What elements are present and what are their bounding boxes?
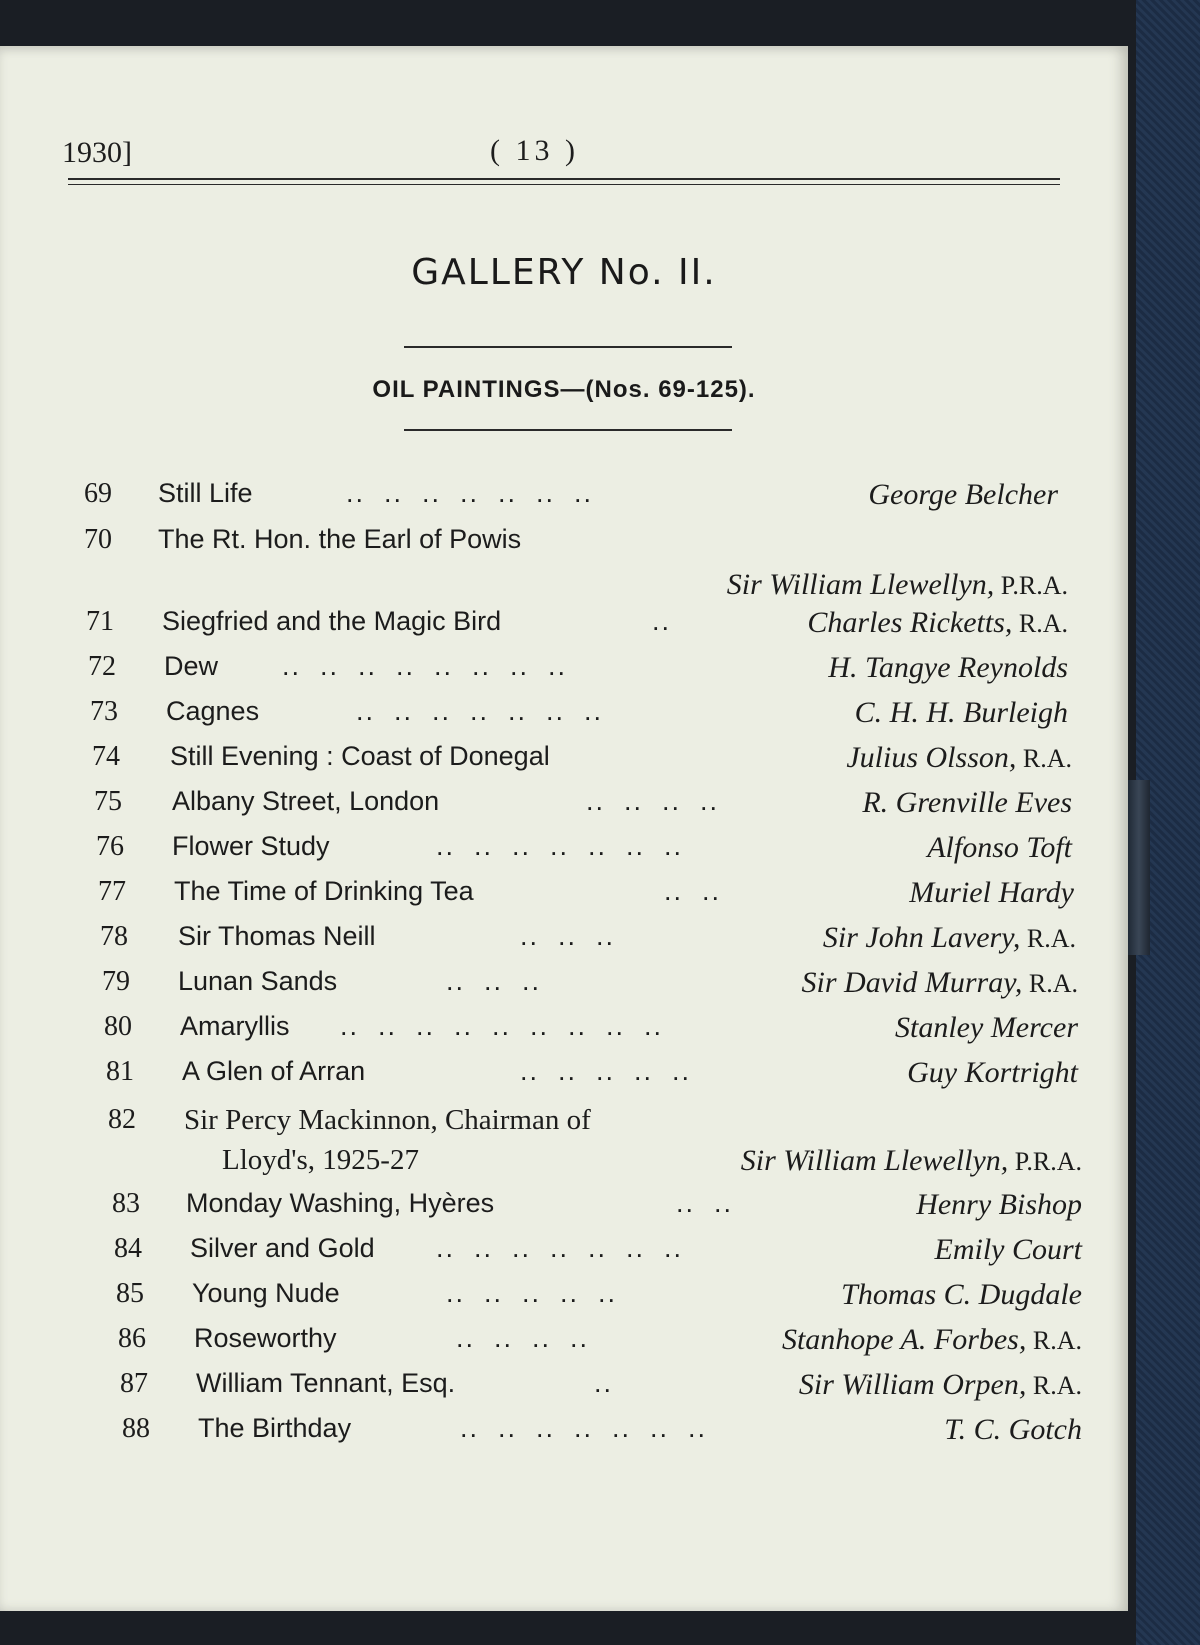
entry-number: 82 (108, 1104, 136, 1135)
entry-title: William Tennant, Esq. (196, 1368, 456, 1398)
entry-number: 71 (86, 606, 114, 637)
leader-dots: .. .. .. .. .. .. .. (356, 696, 604, 726)
entry-number: 69 (84, 478, 112, 509)
book-page (0, 46, 1128, 1611)
entry-title: Sir Thomas Neill (178, 921, 376, 951)
entry-number: 78 (100, 921, 128, 952)
leader-dots: .. .. (664, 876, 722, 906)
entry-number: 86 (118, 1323, 146, 1354)
entry-artist: Charles Ricketts, R.A. (807, 606, 1068, 639)
entry-number: 73 (90, 696, 118, 727)
catalog-entry (0, 786, 1128, 830)
entry-number: 81 (106, 1056, 134, 1087)
leader-dots: .. .. .. .. .. .. .. (346, 478, 594, 508)
entry-honor: P.R.A. (1008, 1147, 1082, 1176)
entry-honor: P.R.A. (994, 571, 1068, 600)
entry-title: Flower Study (172, 831, 330, 861)
header-rule-lower (68, 184, 1060, 185)
entry-number: 84 (114, 1233, 142, 1264)
entry-artist: Muriel Hardy (909, 876, 1074, 909)
entry-artist: George Belcher (868, 478, 1058, 511)
entry-artist: Stanley Mercer (895, 1011, 1078, 1044)
entry-artist: Sir William Orpen, R.A. (798, 1368, 1082, 1401)
entry-number: 75 (94, 786, 122, 817)
entry-honor: R.A. (1026, 1371, 1082, 1400)
entry-artist: Thomas C. Dugdale (841, 1278, 1082, 1311)
entry-number: 76 (96, 831, 124, 862)
catalog-entry (0, 1011, 1128, 1055)
catalog-entry (0, 1188, 1128, 1232)
entry-title: Sir Percy Mackinnon, Chairman of (184, 1104, 591, 1136)
leader-dots: .. .. (676, 1188, 734, 1218)
catalog-entry (0, 831, 1128, 875)
section-rule-bottom (404, 429, 732, 431)
header-rule (68, 178, 1060, 180)
entry-artist: C. H. H. Burleigh (854, 696, 1068, 729)
entry-artist: Stanhope A. Forbes, R.A. (781, 1323, 1082, 1356)
entry-title: Siegfried and the Magic Bird (162, 606, 502, 636)
entry-artist: Alfonso Toft (927, 831, 1072, 864)
catalog-entry (0, 966, 1128, 1010)
catalog-entry (0, 478, 1128, 522)
entry-title: Monday Washing, Hyères (186, 1188, 495, 1218)
entry-title: Lunan Sands (178, 966, 338, 996)
gallery-title: GALLERY No. II. (411, 252, 717, 293)
leader-dots: .. .. .. .. .. .. .. (436, 1233, 684, 1263)
catalog-entry (0, 524, 1128, 614)
entry-artist: R. Grenville Eves (862, 786, 1072, 819)
entry-artist: Julius Olsson, R.A. (846, 741, 1072, 774)
entry-artist: Sir David Murray, R.A. (801, 966, 1078, 999)
leader-dots: .. .. .. (520, 921, 616, 951)
entry-number: 87 (120, 1368, 148, 1399)
header-year: 1930] (62, 136, 132, 169)
leader-dots: .. (652, 606, 672, 636)
entry-title: Roseworthy (194, 1323, 337, 1353)
entry-honor: R.A. (1016, 744, 1072, 773)
catalog-entry (0, 1413, 1128, 1457)
entry-title: A Glen of Arran (182, 1056, 366, 1086)
leader-dots: .. .. .. (446, 966, 542, 996)
page-number: ( 13 ) (490, 134, 579, 167)
entry-number: 79 (102, 966, 130, 997)
leader-dots: .. .. .. .. .. (446, 1278, 618, 1308)
catalog-entry (0, 1104, 1128, 1194)
entry-title: The Rt. Hon. the Earl of Powis (158, 524, 522, 554)
entry-artist: Sir John Lavery, R.A. (822, 921, 1076, 954)
entry-number: 83 (112, 1188, 140, 1219)
leader-dots: .. .. .. .. .. .. .. .. .. (340, 1011, 664, 1041)
entry-title: Amaryllis (180, 1011, 290, 1041)
entry-title: Still Life (158, 478, 253, 508)
entry-title-continued: Lloyd's, 1925-27 (222, 1144, 419, 1176)
catalog-entry (0, 696, 1128, 740)
entry-honor: R.A. (1012, 609, 1068, 638)
entry-honor: R.A. (1020, 924, 1076, 953)
entry-honor: R.A. (1022, 969, 1078, 998)
entry-number: 77 (98, 876, 126, 907)
entry-title: Young Nude (192, 1278, 340, 1308)
catalog-entry (0, 1056, 1128, 1100)
entry-title: The Birthday (198, 1413, 352, 1443)
entry-artist: Guy Kortright (907, 1056, 1078, 1089)
entry-artist: H. Tangye Reynolds (828, 651, 1068, 684)
entry-number: 74 (92, 741, 120, 772)
entry-title: Cagnes (166, 696, 260, 726)
entry-title: Silver and Gold (190, 1233, 375, 1263)
catalog-entry (0, 651, 1128, 695)
section-rule-top (404, 346, 732, 348)
leader-dots: .. (594, 1368, 614, 1398)
section-title: OIL PAINTINGS—(Nos. 69-125). (372, 376, 756, 403)
entry-title: Dew (164, 651, 219, 681)
leader-dots: .. .. .. .. .. .. .. (436, 831, 684, 861)
leader-dots: .. .. .. .. .. .. .. (460, 1413, 708, 1443)
entry-title: Still Evening : Coast of Donegal (170, 741, 550, 771)
entry-artist: T. C. Gotch (944, 1413, 1082, 1446)
catalog-entry (0, 876, 1128, 920)
leader-dots: .. .. .. .. .. (520, 1056, 692, 1086)
catalog-entry (0, 1233, 1128, 1277)
catalog-entry (0, 1368, 1128, 1412)
entry-honor: R.A. (1026, 1326, 1082, 1355)
catalog-entry (0, 921, 1128, 965)
entry-artist: Henry Bishop (916, 1188, 1082, 1221)
entry-number: 85 (116, 1278, 144, 1309)
catalog-entry (0, 606, 1128, 650)
entry-number: 72 (88, 651, 116, 682)
entry-title: The Time of Drinking Tea (174, 876, 474, 906)
catalog-entry (0, 1323, 1128, 1367)
entry-title: Albany Street, London (172, 786, 440, 816)
entry-artist: Sir William Llewellyn, P.R.A. (726, 568, 1068, 601)
entry-artist: Emily Court (934, 1233, 1082, 1266)
leader-dots: .. .. .. .. .. .. .. .. (282, 651, 568, 681)
leader-dots: .. .. .. .. (456, 1323, 590, 1353)
entry-number: 70 (84, 524, 112, 555)
entry-number: 80 (104, 1011, 132, 1042)
catalog-entry (0, 741, 1128, 785)
entry-artist: Sir William Llewellyn, P.R.A. (740, 1144, 1082, 1177)
bookmark-ribbon (1128, 780, 1150, 955)
entry-number: 88 (122, 1413, 150, 1444)
catalog-entry (0, 1278, 1128, 1322)
leader-dots: .. .. .. .. (586, 786, 720, 816)
